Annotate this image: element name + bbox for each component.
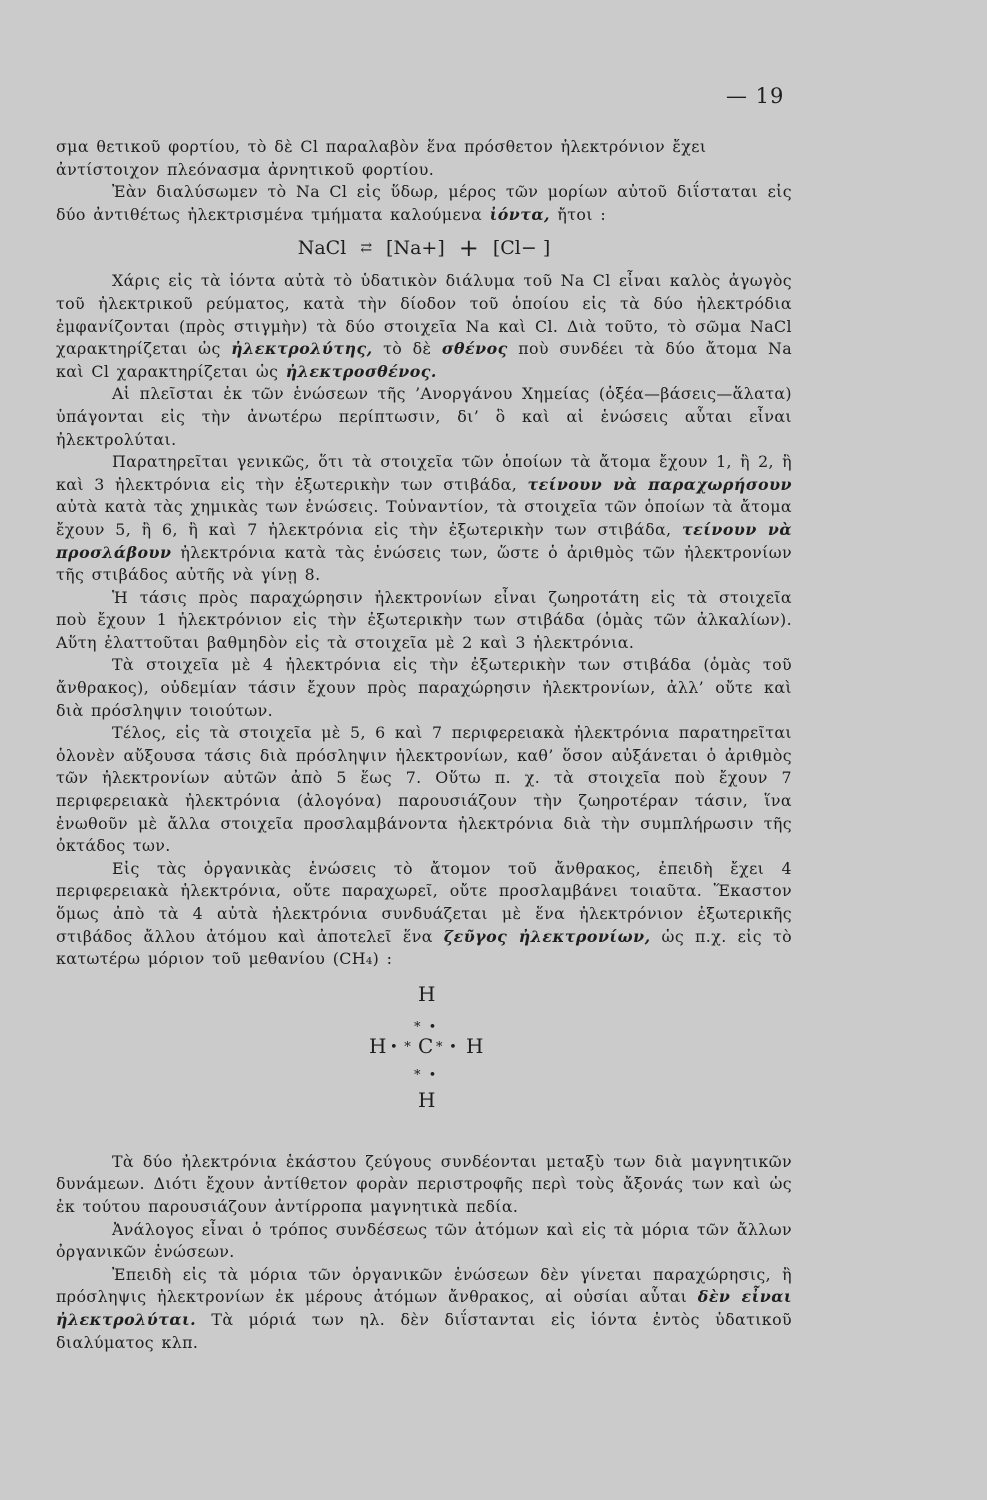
paragraph-6: Ἡ τάσις πρὸς παραχώρησιν ἠλεκτρονίων εἶναι ζωηροτάτη εἰς τὰ στοιχεῖα ποὺ ἔχουν 1 ἠλεκτρόνιον εἰς τὴν ἐξωτερικὴν των στιβάδα (ὁμὰς τῶν ἀλκαλίων). Αὕτη ἐλαττοῦται βαθμηδὸν εἰς τὰ στοιχεῖα μὲ 2 καὶ 3 ἠλεκτρόνια.: [56, 587, 792, 652]
paragraph-12: [56, 1264, 792, 1354]
paragraph-8: Τέλος, εἰς τὰ στοιχεῖα μὲ 5, 6 καὶ 7 περιφερειακὰ ἠλεκτρόνια παρατηρεῖται ὁλονὲν αὔξουσα τάσις διὰ πρόσληψιν ἠλεκτρονίων, καθ’ ὅσον αὐξάνεται ὁ ἀριθμὸς τῶν ἠλεκτρονίων αὐτῶν ἀπὸ 5 ἕως 7. Οὕτω π. χ. τὰ στοιχεῖα ποὺ ἔχουν 7 περιφερειακὰ ἠλεκτρόνια (ἀλογόνα) παρουσιάζουν τὴν ζωηροτέραν τάσιν, ἵνα ἑνωθοῦν μὲ ἄλλα στοιχεῖα προσλαμβάνοντα ἠλεκτρόνια διὰ τὴν συμπλήρωσιν τῆς ὀκτάδος των.: [56, 723, 792, 856]
eq-nacl: NaCl: [297, 237, 347, 260]
paragraph-2: [56, 181, 792, 226]
p2-line-1: Ἐὰν διαλύσωμεν τὸ Na Cl εἰς ὕδωρ, μέρος τῶν μορίων αὐτοῦ διΐσταται: [112, 182, 759, 202]
p5-text-a: Παρατηρεῖται γενικῶς, ὅτι τὰ στοιχεῖα τῶν ὁποίων τὰ ἄτομα ἔχουν 1, ἢ 2, ἢ καὶ 3 ἠλεκτρόνια εἰς τὴν ἐξωτερικὴν των στιβάδα,: [56, 452, 792, 494]
paragraph-11: Ἀνάλογος εἶναι ὁ τρόπος συνδέσεως τῶν ἀτόμων καὶ εἰς τὰ μόρια τῶν ἄλλων ὀργανικῶν ἑνώσεων.: [56, 1219, 792, 1262]
p2-line-2a: εἰς δύο ἀντιθέτως ἠλεκτρισμένα τμήματα καλούμενα: [56, 182, 793, 224]
p5-text-b: αὐτὰ κατὰ τὰς χημικὰς των ἑνώσεις. Τοὐναντίον, τὰ στοιχεῖα τῶν ὁποίων τὰ ἄτομα ἔχουν 5, ἢ 6, ἢ καὶ 7 ἠλεκτρόνια εἰς τὴν ἐξωτερικὴν των στιβάδα,: [56, 497, 792, 539]
paragraph-7: Τὰ στοιχεῖα μὲ 4 ἠλεκτρόνια εἰς τὴν ἐξωτερικὴν των στιβάδα (ὁμὰς τοῦ ἄνθρακος), οὐδεμίαν τάσιν ἔχουν πρὸς παραχώρησιν ἠλεκτρονίων, ἀλλ’ οὔτε καὶ διὰ πρόσληψιν τοιούτων.: [56, 655, 792, 720]
body-text: [56, 136, 792, 1354]
eq-sodium-ion: [Na+]: [386, 237, 445, 260]
p2-ionta-term: ἰόντα,: [489, 204, 550, 224]
methane-h-right: H: [466, 1033, 484, 1058]
p3-term-electrolyte: ἠλεκτρολύτης,: [231, 339, 373, 359]
methane-dots-top: * •: [414, 1019, 439, 1035]
p5-term-give: τείνουν νὰ παραχωρήσουν: [527, 474, 792, 494]
p1-line-2: ἀντίστοιχον πλεόνασμα ἀρνητικοῦ φορτίου.: [56, 159, 435, 179]
p9-term-electron-pair: ζεῦγος ἠλεκτρονίων,: [443, 926, 651, 946]
paragraph-3: [56, 270, 792, 383]
paragraph-4: Αἱ πλεῖσται ἐκ τῶν ἑνώσεων τῆς ’Ανοργάνου Χημείας (ὀξέα—βάσεις—ἅλατα) ὑπάγονται εἰς τὴν ἀνωτέρω περίπτωσιν, δι’ ὃ καὶ αἱ ἑνώσεις αὗται εἶναι ἠλεκτρολύται.: [56, 384, 792, 449]
methane-dots-right: * •: [436, 1039, 459, 1055]
methane-h-top: H: [418, 981, 436, 1006]
p3-text-a: Χάρις εἰς τὰ ἰόντα αὐτὰ τὸ ὑδατικὸν διάλυμα τοῦ Na Cl εἶναι καλὸς ἀγωγὸς τοῦ ἠλεκτρικοῦ ρεύματος, κατὰ τὴν δίοδον τοῦ ὁποίου εἰς τὰ δύο ἠλεκτρόδια ἐμφανίζονται (πρὸς στιγμὴν) τὰ δύο στοιχεῖα Na καὶ Cl. Διὰ τοῦτο, τὸ σῶμα NaCl χαρακτηρίζεται ὡς: [56, 271, 792, 359]
p5-text-c: ἠλεκτρόνια κατὰ τὰς ἑνώσεις των, ὥστε ὁ ἀριθμὸς τῶν ἠλεκτρονίων τῆς στιβάδος αὐτῆς νὰ γίνῃ 8.: [56, 542, 792, 585]
p3-term-valence: σθένος: [441, 339, 508, 359]
p1-line-1: σμα θετικοῦ φορτίου, τὸ δὲ Cl παραλαβὸν ἕνα πρόσθετον ἠλεκτρόνιον ἔχει: [56, 137, 707, 156]
paragraph-5: [56, 451, 792, 587]
p12-text-b: Τὰ μόριά των ηλ. δὲν διΐστανται εἰς ἰόντα ἐντὸς ὑδατικοῦ διαλύματος κλπ.: [56, 1309, 792, 1352]
p5-term-take: τείνουν νὰ προσλάβουν: [56, 519, 793, 562]
p3-term-electrovalence: ἠλεκτροσθένος.: [285, 361, 437, 381]
dissociation-equation: [56, 226, 792, 270]
p3-text-c: ποὺ συνδέει τὰ δύο ἄτομα Na καὶ Cl χαρακτηρίζεται ὡς: [56, 339, 793, 381]
methane-h-left: H: [369, 1033, 387, 1058]
p9-text-a: Εἰς τὰς ὀργανικὰς ἑνώσεις τὸ ἄτομον τοῦ ἄνθρακος, ἐπειδὴ ἔχει 4 περιφερειακὰ ἠλεκτρόνια, οὔτε παραχωρεῖ, οὔτε προσλαμβάνει τοιαῦτα. Ἕκαστον ὅμως ἀπὸ τὰ 4 αὐτὰ ἠλεκτρόνια συνδυάζεται μὲ ἕνα ἠλεκτρόνιον ἐξωτερικῆς στιβάδος ἄλλου ἀτόμου καὶ ἀποτελεῖ ἕνα: [56, 858, 792, 946]
paragraph-10: Τὰ δύο ἠλεκτρόνια ἑκάστου ζεύγους συνδέονται μεταξὺ των διὰ μαγνητικῶν δυνάμεων. Διότι ἔχουν ἀντίθετον φορὰν περιστροφῆς περὶ τοὺς ἄξονάς των καὶ ὡς ἐκ τούτου παρουσιάζουν ἀντίρροπα μαγνητικὰ πεδία.: [56, 1151, 792, 1216]
methane-dots-left: • *: [390, 1039, 413, 1055]
p9-text-b: ὡς π.χ. εἰς τὸ κατωτέρω μόριον τοῦ μεθανίου (CH₄) :: [56, 926, 793, 969]
equilibrium-arrow-icon: ⇄: [360, 240, 373, 257]
methane-lewis-structure: [56, 973, 792, 1151]
paragraph-1: [56, 136, 792, 181]
methane-dots-bottom: * •: [414, 1067, 439, 1083]
methane-h-bottom: H: [418, 1087, 436, 1112]
eq-chloride-ion: [Cl− ]: [492, 237, 551, 260]
paragraph-9: [56, 858, 792, 971]
p12-term-not-electrolytes: δὲν εἶναι ἠλεκτρολύται.: [56, 1287, 792, 1329]
eq-plus: +: [458, 234, 479, 263]
p12-text-a: Ἐπειδὴ εἰς τὰ μόρια τῶν ὀργανικῶν ἑνώσεων δὲν γίνεται παραχώρησις, ἢ πρόσληψις ἠλεκτρονίων ἐκ μέρους ἀτόμων ἄνθρακος, αἱ οὐσίαι αὗται: [56, 1264, 792, 1307]
p3-text-b: τὸ δὲ: [383, 339, 432, 359]
page-number: — 19: [726, 84, 785, 108]
p2-line-2b: ἤτοι :: [557, 204, 607, 224]
methane-carbon: C: [418, 1033, 434, 1058]
